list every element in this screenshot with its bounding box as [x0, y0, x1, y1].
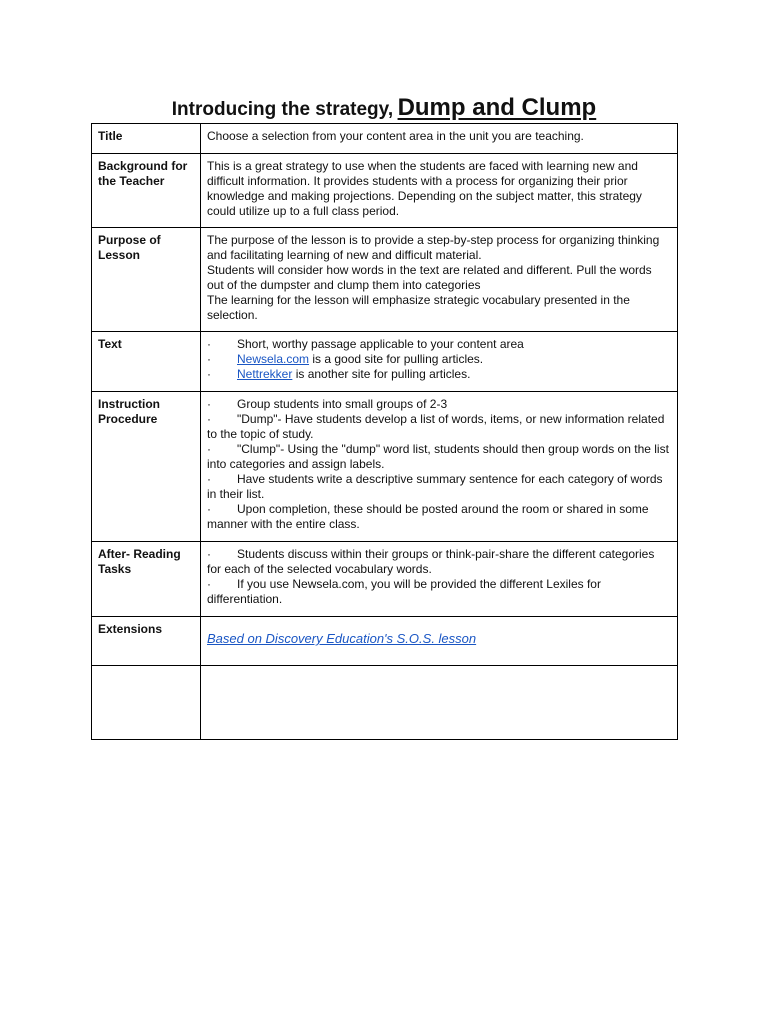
list-item [207, 547, 671, 577]
row-label-purpose: Purpose of Lesson [92, 228, 201, 332]
row-label-background: Background for the Teacher [92, 154, 201, 228]
row-content-after-reading [201, 542, 678, 617]
row-content-background: This is a great strategy to use when the students are faced with learning new and difficult information. It provides students with a process for organizing their prior knowledge and making projections. Depending on the subject matter, this strategy could utilize up to a full class period. [201, 154, 678, 228]
row-label-extensions: Extensions [92, 617, 201, 666]
list-item-text: Short, worthy passage applicable to your content area [237, 337, 524, 351]
lesson-plan-table [91, 123, 678, 740]
row-content-blank [201, 666, 678, 740]
bullet-icon: · [207, 337, 211, 351]
row-label-after-reading: After- Reading Tasks [92, 542, 201, 617]
bullet-icon: · [207, 352, 211, 366]
list-item-text: "Dump"- Have students develop a list of words, items, or new information related to the topic of study. [207, 412, 665, 441]
list-item-text: If you use Newsela.com, you will be provided the different Lexiles for differentiation. [207, 577, 601, 606]
bullet-icon: · [207, 412, 211, 426]
table-row-title [92, 124, 678, 154]
purpose-line: The purpose of the lesson is to provide a step-by-step process for organizing thinking and facilitating learning of new and difficult material. [207, 233, 660, 262]
page-title [0, 94, 768, 122]
bullet-icon: · [207, 547, 211, 561]
row-label-title: Title [92, 124, 201, 154]
row-label-blank [92, 666, 201, 740]
purpose-line: Students will consider how words in the text are related and different. Pull the words out of the dumpster and clump them into categories [207, 263, 652, 292]
row-label-text: Text [92, 332, 201, 392]
source-credit-link[interactable]: Based on Discovery Education's S.O.S. lesson [207, 631, 477, 646]
row-content-instruction [201, 392, 678, 542]
row-content-title: Choose a selection from your content area in the unit you are teaching. [201, 124, 678, 154]
list-item [207, 502, 671, 532]
purpose-line: The learning for the lesson will emphasize strategic vocabulary presented in the selection. [207, 293, 630, 322]
list-item [207, 367, 671, 382]
list-item [207, 442, 671, 472]
bullet-icon: · [207, 472, 211, 486]
bullet-icon: · [207, 577, 211, 591]
list-item-text: is another site for pulling articles. [292, 367, 471, 381]
list-item-text: is a good site for pulling articles. [309, 352, 484, 366]
list-item-text: Students discuss within their groups or think-pair-share the different categories for each of the selected vocabulary words. [207, 547, 655, 576]
nettrekker-link[interactable]: Nettrekker [237, 367, 293, 381]
row-label-instruction: Instruction Procedure [92, 392, 201, 542]
bullet-icon: · [207, 367, 211, 381]
list-item [207, 397, 671, 412]
title-lead: Introducing the strategy, [171, 99, 394, 120]
list-item [207, 412, 671, 442]
title-strategy-name: Dump and Clump [397, 94, 597, 121]
table-row-extensions [92, 617, 678, 666]
bullet-icon: · [207, 397, 211, 411]
table-row-purpose [92, 228, 678, 332]
table-row-background [92, 154, 678, 228]
table-row-blank [92, 666, 678, 740]
bullet-icon: · [207, 502, 211, 516]
list-item [207, 472, 671, 502]
list-item-text: Upon completion, these should be posted around the room or shared in some manner with the entire class. [207, 502, 649, 531]
row-content-purpose [201, 228, 678, 332]
list-item [207, 337, 671, 352]
list-item-text: "Clump"- Using the "dump" word list, students should then group words on the list into categories and assign labels. [207, 442, 669, 471]
list-item-text: Have students write a descriptive summary sentence for each category of words in their list. [207, 472, 663, 501]
list-item [207, 577, 671, 607]
bullet-icon: · [207, 442, 211, 456]
table-row-instruction [92, 392, 678, 542]
row-content-extensions [201, 617, 678, 666]
row-content-text [201, 332, 678, 392]
table-row-text [92, 332, 678, 392]
list-item-text: Group students into small groups of 2-3 [237, 397, 448, 411]
table-row-after-reading [92, 542, 678, 617]
list-item [207, 352, 671, 367]
newsela-link[interactable]: Newsela.com [237, 352, 310, 366]
